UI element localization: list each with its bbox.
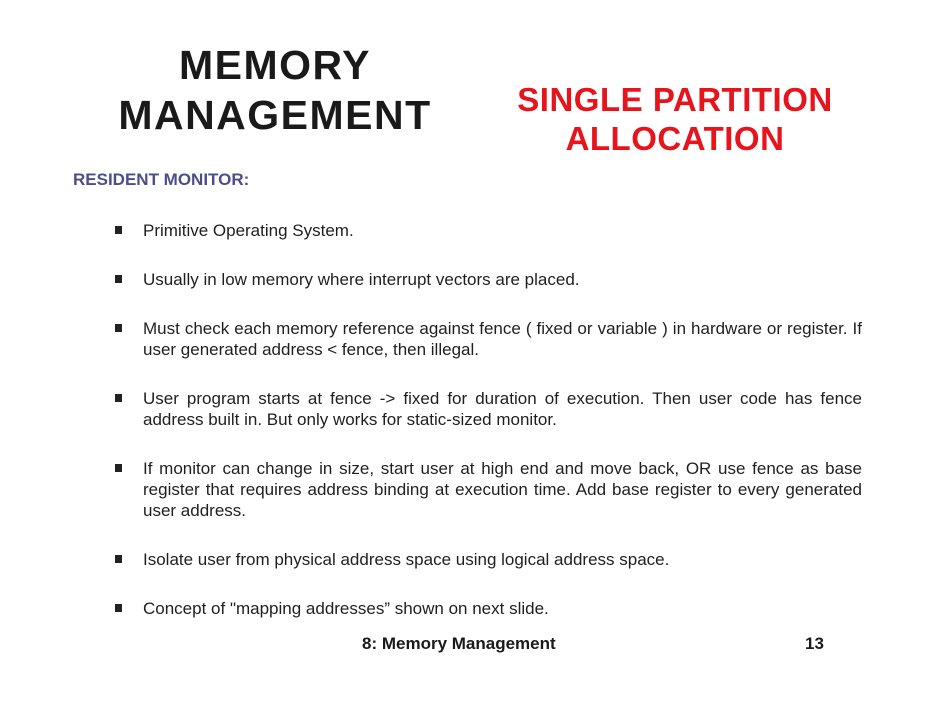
bullet-item <box>112 220 862 241</box>
footer-title: 8: Memory Management <box>362 634 556 653</box>
bullet-item <box>112 458 862 521</box>
bullet-item <box>112 388 862 430</box>
bullet-item <box>112 318 862 360</box>
bullet-list <box>112 220 862 619</box>
bullet-text: Must check each memory reference against fence ( fixed or variable ) in hardware or register. If user generated address < fence, then illegal. <box>143 319 862 359</box>
square-bullet-icon <box>115 226 122 234</box>
square-bullet-icon <box>115 604 122 612</box>
slide-subtitle-line-1: SINGLE PARTITION <box>517 81 833 118</box>
slide-subtitle <box>505 80 845 158</box>
square-bullet-icon <box>115 275 122 283</box>
slide-title-line-1: MEMORY <box>179 42 371 88</box>
square-bullet-icon <box>115 324 122 332</box>
bullet-text: Concept of "mapping addresses” shown on next slide. <box>143 599 549 618</box>
slide-title <box>100 40 450 140</box>
square-bullet-icon <box>115 555 122 563</box>
bullet-text: Primitive Operating System. <box>143 221 354 240</box>
square-bullet-icon <box>115 464 122 472</box>
section-heading: RESIDENT MONITOR: <box>73 170 250 189</box>
square-bullet-icon <box>115 394 122 402</box>
bullet-text: Isolate user from physical address space using logical address space. <box>143 550 670 569</box>
bullet-text: User program starts at fence -> fixed for duration of execution. Then user code has fence address built in. But only works for static-sized monitor. <box>143 389 862 429</box>
bullet-item <box>112 598 862 619</box>
bullet-text: Usually in low memory where interrupt vectors are placed. <box>143 270 580 289</box>
bullet-item <box>112 549 862 570</box>
bullet-text: If monitor can change in size, start user at high end and move back, OR use fence as base register that requires address binding at execution time. Add base register to every generated user address. <box>143 459 862 520</box>
slide-subtitle-line-2: ALLOCATION <box>565 120 785 157</box>
page-number: 13 <box>805 634 824 653</box>
bullet-item <box>112 269 862 290</box>
slide-title-line-2: MANAGEMENT <box>118 92 432 138</box>
